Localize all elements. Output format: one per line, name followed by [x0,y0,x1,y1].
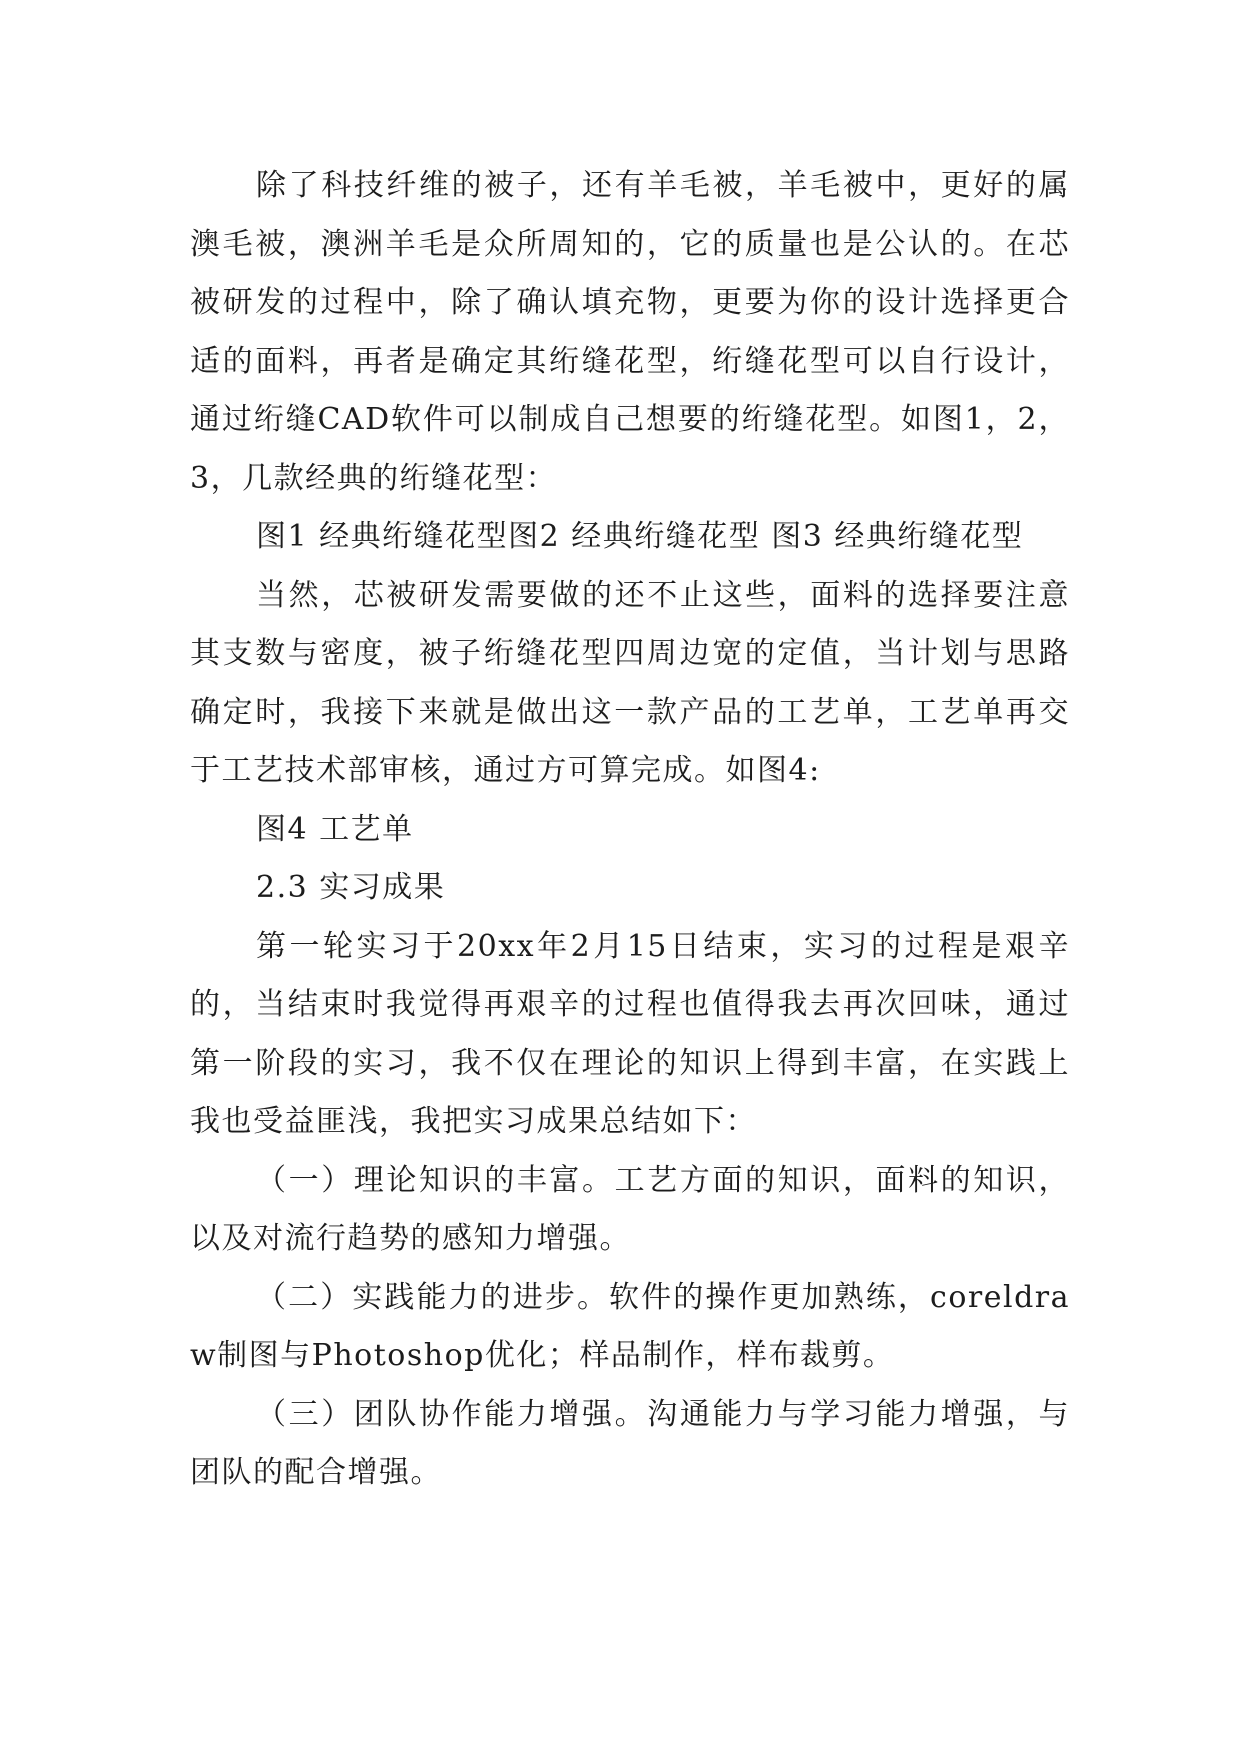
paragraph-process-sheet: 当然，芯被研发需要做的还不止这些，面料的选择要注意其支数与密度，被子绗缝花型四周边宽的定值，当计划与思路确定时，我接下来就是做出这一款产品的工艺单，工艺单再交于工艺技术部审核，通过方可算完成。如图4: [190,577,1070,788]
figure-caption-1-2-3: 图1 经典绗缝花型图2 经典绗缝花型 图3 经典绗缝花型 [256,519,1024,554]
document-body [190,157,1070,1503]
paragraph-internship-results: 第一轮实习于20xx年2月15日结束，实习的过程是艰辛的，当结束时我觉得再艰辛的过程也值得我去再次回味，通过第一阶段的实习，我不仅在理论的知识上得到丰富，在实践上我也受益匪浅，我把实习成果总结如下： [190,928,1070,1139]
figure-caption-4: 图4 工艺单 [256,811,414,847]
list-item-teamwork: （三）团队协作能力增强。沟通能力与学习能力增强，与团队的配合增强。 [190,1396,1070,1490]
list-item-practice: （二）实践能力的进步。软件的操作更加熟练，coreldraw制图与Photoshop优化；样品制作，样布裁剪。 [190,1279,1070,1373]
section-heading: 2.3 实习成果 [256,870,446,905]
list-item-theory: （一）理论知识的丰富。工艺方面的知识，面料的知识，以及对流行趋势的感知力增强。 [190,1162,1070,1256]
paragraph-quilting-design: 除了科技纤维的被子，还有羊毛被，羊毛被中，更好的属澳毛被，澳洲羊毛是众所周知的，它的质量也是公认的。在芯被研发的过程中，除了确认填充物，更要为你的设计选择更合适的面料，再者是确定其绗缝花型，绗缝花型可以自行设计，通过绗缝CAD软件可以制成自己想要的绗缝花型。如图1，2，3，几款经典的绗缝花型： [190,168,1070,496]
